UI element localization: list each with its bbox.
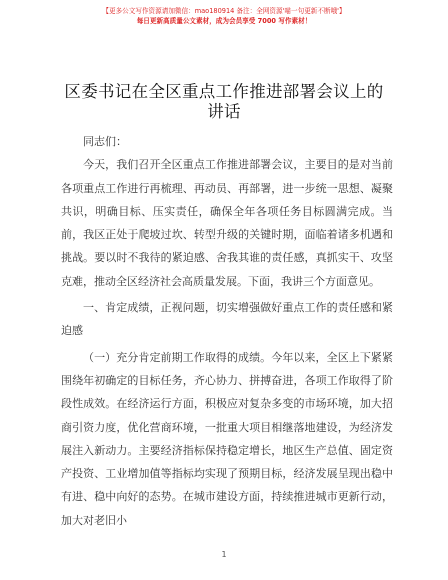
paragraph-achievements: （一）充分肯定前期工作取得的成绩。今年以来，全区上下紧紧围绕年初确定的目标任务，齐心协力、拼搏奋进，各项工作取得了阶段性成效。在经济运行方面，积极应对复杂多变的市场环境，加大招商引资力度，优化营商环境，一批重大项目相继落地建设，为经济发展注入新动力。主要经济指标保持稳定增长，地区生产总值、固定资产投资、工业增加值等指标均实现了预期目标，经济发展呈现出稳中有进、稳中向好的态势。在城市建设方面，持续推进城市更新行动，加大对老旧小 bbox=[61, 350, 393, 527]
document-title: 区委书记在全区重点工作推进部署会议上的讲话 bbox=[64, 82, 384, 121]
paragraph-intro: 今天，我们召开全区重点工作推进部署会议，主要目的是对当前各项重点工作进行再梳理、再动员、再部署，进一步统一思想、凝聚共识，明确目标、压实责任，确保全年各项任务目标圆满完成。当前，我区正处于爬坡过坎、转型升级的关键时期，面临着诸多机遇和挑战。要以时不我待的紧迫感、舍我其谁的责任感，真抓实干、攻坚克难，推动全区经济社会高质量发展。下面，我讲三个方面意见。 bbox=[61, 158, 393, 288]
salutation: 同志们： bbox=[83, 135, 127, 148]
document-body bbox=[61, 130, 393, 532]
section-heading-1: 一、肯定成绩，正视问题，切实增强做好重点工作的责任感和紧迫感 bbox=[61, 301, 393, 338]
page-number: 1 bbox=[221, 550, 227, 559]
promo-banner-line-1: 【更多公文写作资源请加微信：mao180914 备注：全网资源'喵一句更新不断哦'】 bbox=[102, 7, 346, 15]
promo-banner-line-2: 每日更新高质量公文素材，成为会员享受 7000 写作素材！ bbox=[136, 17, 312, 25]
